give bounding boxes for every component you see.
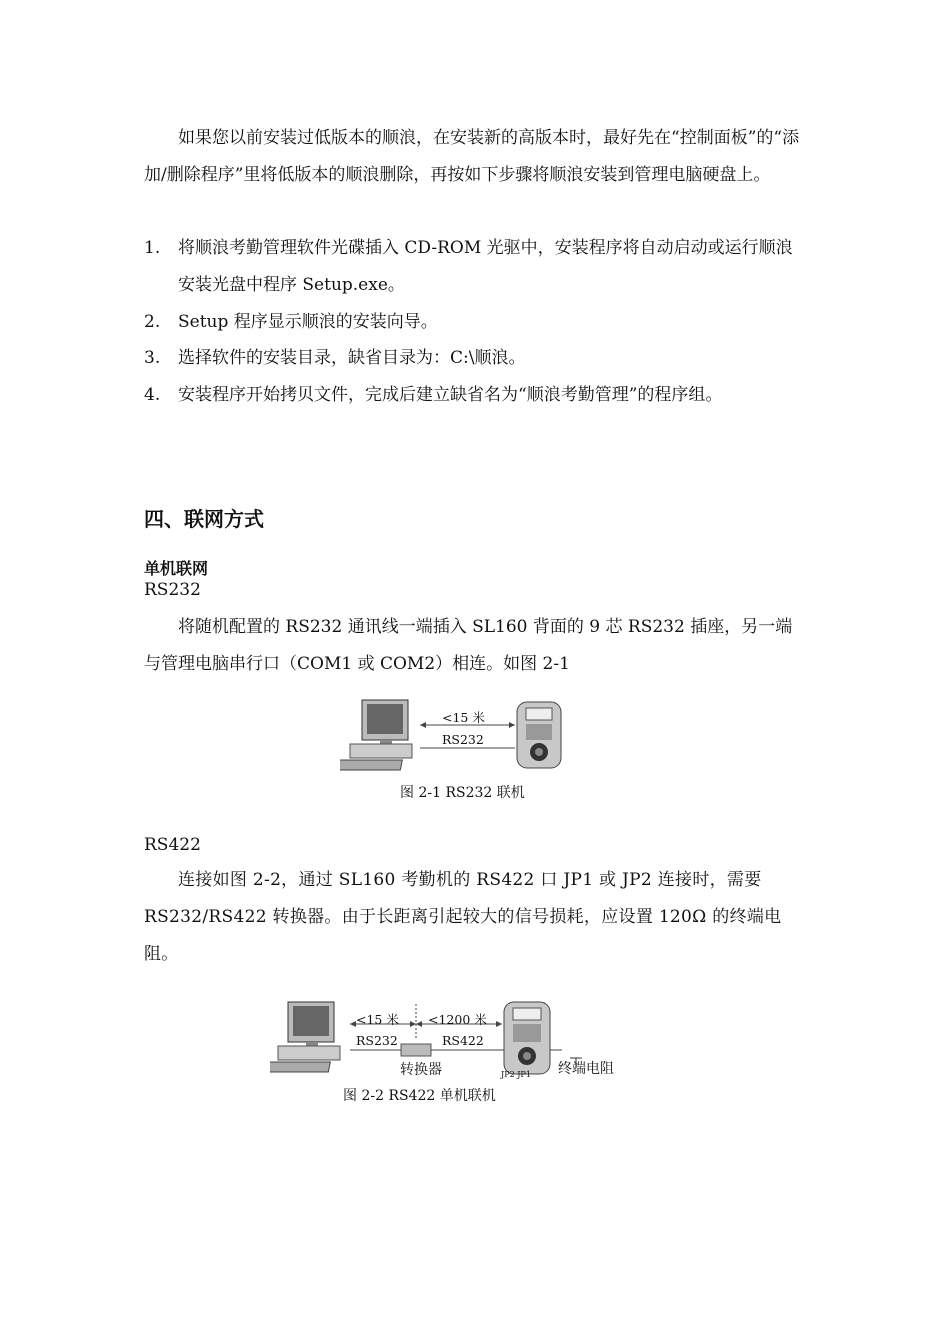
figure-caption: 图 2-2 RS422 单机联机 — [343, 1088, 496, 1104]
list-text: 选择软件的安装目录，缺省目录为：C:\顺浪。 — [178, 348, 526, 368]
link2-label: RS422 — [442, 1033, 484, 1048]
list-number: 1. — [144, 238, 161, 258]
list-text: 安装程序开始拷贝文件，完成后建立缺省名为“顺浪考勤管理”的程序组。 — [178, 385, 723, 405]
computer-icon — [270, 1002, 340, 1072]
rs232-paragraph: 将随机配置的 RS232 通讯线一端插入 SL160 背面的 9 芯 RS232 插座，另一端与管理电脑串行口（COM1 或 COM2）相连。如图 2-1 — [144, 617, 793, 674]
link-label: RS232 — [442, 732, 484, 747]
list-number: 2. — [144, 312, 161, 332]
distance-label: <15 米 — [442, 710, 485, 725]
rs422-paragraph: 连接如图 2-2，通过 SL160 考勤机的 RS422 口 JP1 或 JP2 连接时，需要 RS232/RS422 转换器。由于长距离引起较大的信号损耗，应设置 120Ω 的终端电阻。 — [144, 870, 782, 964]
terminal-resistor-label: 终端电阻 — [558, 1061, 614, 1077]
section-heading: 四、联网方式 — [144, 507, 264, 531]
rs232-title: RS232 — [144, 580, 201, 600]
distance2-label: <1200 米 — [428, 1012, 487, 1027]
list-text: 将顺浪考勤管理软件光碟插入 CD-ROM 光驱中，安装程序将自动启动或运行顺浪安装光盘中程序 Setup.exe。 — [178, 238, 793, 295]
intro-paragraph: 如果您以前安装过低版本的顺浪，在安装新的高版本时，最好先在“控制面板”的“添加/删除程序”里将低版本的顺浪删除，再按如下步骤将顺浪安装到管理电脑硬盘上。 — [144, 128, 800, 185]
attendance-terminal-icon — [517, 702, 561, 768]
link1-label: RS232 — [356, 1033, 398, 1048]
list-text: Setup 程序显示顺浪的安装向导。 — [178, 312, 438, 332]
converter-label: 转换器 — [400, 1062, 442, 1078]
subsection-heading: 单机联网 — [144, 559, 209, 578]
distance1-label: <15 米 — [356, 1012, 399, 1027]
computer-icon — [340, 700, 412, 770]
list-item — [144, 230, 806, 304]
figure-rs422 — [270, 998, 630, 1080]
rs422-title: RS422 — [144, 835, 201, 855]
converter-box — [401, 1044, 431, 1056]
figure-rs232 — [340, 696, 580, 776]
ports-label: JP2 JP1 — [501, 1070, 531, 1079]
attendance-terminal-icon — [504, 1002, 550, 1074]
list-number: 4. — [144, 385, 161, 405]
figure-caption: 图 2-1 RS232 联机 — [400, 785, 525, 801]
list-number: 3. — [144, 348, 161, 368]
